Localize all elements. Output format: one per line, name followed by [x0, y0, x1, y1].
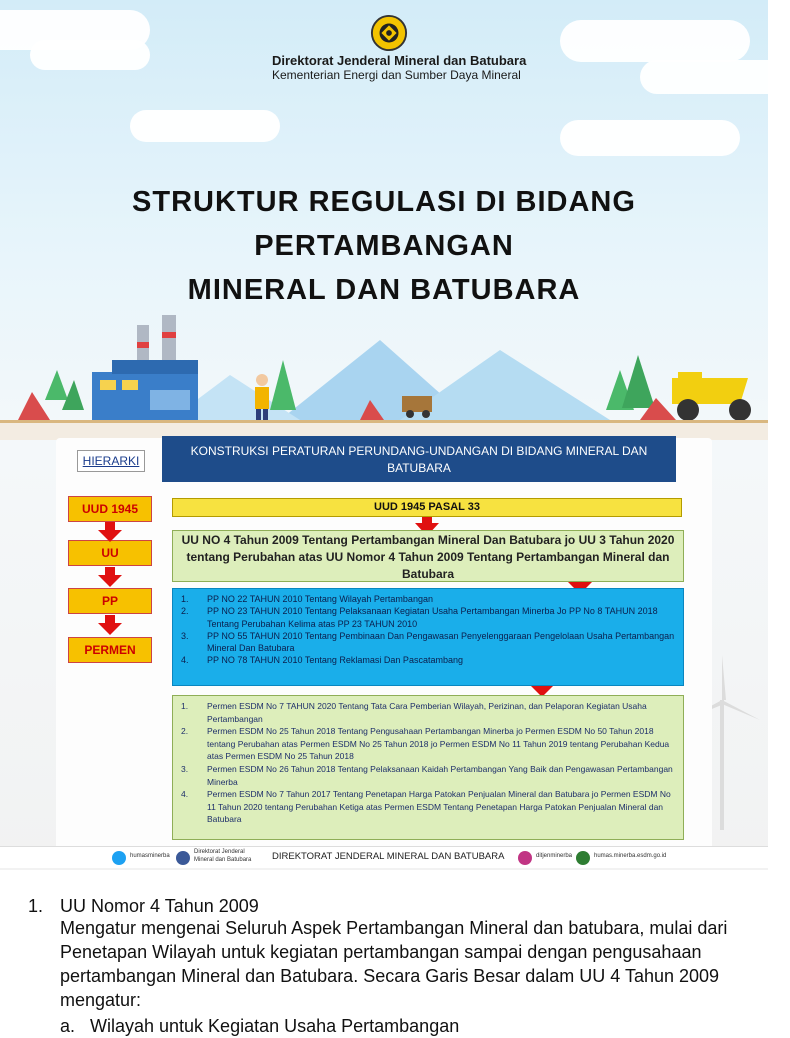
permen-regulation-box — [172, 695, 684, 840]
paragraph-line: Penetapan Wilayah untuk kegiatan pertambangan sampai dengan pengusahaan — [60, 942, 702, 962]
website-url: humas.minerba.esdm.go.id — [594, 853, 667, 859]
paragraph-line: pertambangan Mineral dan Batubara. Secara Garis Besar dalam UU 4 Tahun 2009 — [60, 966, 720, 986]
list-item: 4. PP NO 78 TAHUN 2010 Tentang Reklamasi Dan Pascatambang — [181, 655, 463, 666]
uud-1945-pasal-33-box: UUD 1945 PASAL 33 — [172, 498, 682, 517]
cloud — [30, 40, 150, 70]
twitter-icon — [112, 851, 126, 865]
list-item: 1. Permen ESDM No 7 TAHUN 2020 Tentang Tata Cara Pemberian Wilayah, Perizinan, dan Pelaporan Kegiatan Usaha Pertambangan — [181, 701, 647, 724]
level-pp: PP — [68, 588, 152, 614]
list-item: 2. Permen ESDM No 25 Tahun 2018 Tentang Pengusahaan Pertambangan Minerba jo Permen ESDM No 50 Tahun 2018 tentang Perubahan atas Permen ESDM No 25 Tahun 2018 jo Permen ESDM No 11 Tahun 2019 tentang Perubahan Kedua atas Permen ESDM No 25 Tahun 2018 — [181, 726, 670, 762]
twitter-handle: humasminerba — [130, 853, 170, 859]
sub-item-text: Wilayah untuk Kegiatan Usaha Pertambangan — [90, 1016, 460, 1036]
level-uu: UU — [68, 540, 152, 566]
list-item: 3. PP NO 55 TAHUN 2010 Tentang Pembinaan Dan Pengawasan Penyelenggaraan Pengelolaan Usaha Pertambangan Mineral Dan Batubara — [181, 630, 675, 654]
footer-center-text: DIREKTORAT JENDERAL MINERAL DAN BATUBARA — [272, 851, 505, 862]
list-item: 1. PP NO 22 TAHUN 2010 Tentang Wilayah Pertambangan — [181, 594, 433, 604]
hierarki-label: HIERARKI — [77, 450, 145, 472]
cloud — [130, 110, 280, 142]
facebook-icon — [176, 851, 190, 865]
esdm-logo — [370, 14, 408, 52]
cloud — [560, 20, 750, 62]
paragraph-line: Mengatur mengenai Seluruh Aspek Pertambangan Mineral dan batubara, mulai dari — [60, 918, 728, 938]
level-permen: PERMEN — [68, 637, 152, 663]
arrow-down-icon — [96, 615, 124, 635]
uu-regulation-box: UU NO 4 Tahun 2009 Tentang Pertambangan Mineral Dan Batubara jo UU 3 Tahun 2020 tentang Perubahan atas UU Nomor 4 Tahun 2009 Tentang Pertambangan Mineral dan Batubara — [172, 530, 684, 582]
item-title: UU Nomor 4 Tahun 2009 — [60, 896, 259, 916]
sub-item-letter: a. — [60, 1016, 76, 1036]
cloud — [560, 120, 740, 156]
mining-scene-illustration — [0, 280, 768, 440]
cloud — [640, 60, 790, 94]
paragraph-line: mengatur: — [60, 990, 142, 1010]
organization-name: Direktorat Jenderal Mineral dan Batubara — [272, 53, 527, 68]
facebook-name-line-1: Direktorat Jenderal — [194, 849, 245, 855]
facebook-name-line-2: Mineral dan Batubara — [194, 857, 252, 863]
title-line-1: STRUKTUR REGULASI DI BIDANG PERTAMBANGAN — [132, 186, 636, 262]
list-item: 4. Permen ESDM No 7 Tahun 2017 Tentang Penetapan Harga Patokan Penjualan Mineral dan Batubara jo Permen ESDM No 11 Tahun 2020 tentang Perubahan Ketiga atas Permen ESDM Tentang Penetapan Harga Patokan Penjualan Mineral dan Batubara — [181, 789, 671, 825]
instagram-icon — [518, 851, 532, 865]
list-item: 3. Permen ESDM No 26 Tahun 2018 Tentang Pelaksanaan Kaidah Pertambangan Yang Baik dan Pengawasan Pertambangan Minerba — [181, 763, 673, 787]
level-uud-1945: UUD 1945 — [68, 496, 152, 522]
konstruksi-header: KONSTRUKSI PERATURAN PERUNDANG-UNDANGAN DI BIDANG MINERAL DAN BATUBARA — [162, 436, 676, 482]
ministry-name: Kementerian Energi dan Sumber Daya Mineral — [272, 68, 521, 82]
list-item: 2. PP NO 23 TAHUN 2010 Tentang Pelaksanaan Kegiatan Usaha Pertambangan Minerba Jo PP No 8 TAHUN 2018 Tentang Perubahan Kelima atas PP 23 TAHUN 2010 — [181, 606, 658, 629]
social-footer-bar — [0, 846, 768, 868]
item-number: 1. — [28, 896, 44, 916]
instagram-handle: ditjenminerba — [536, 853, 573, 859]
arrow-down-icon — [96, 522, 124, 542]
pp-regulation-box — [172, 588, 684, 686]
arrow-down-icon — [96, 567, 124, 587]
globe-icon — [576, 851, 590, 865]
title-line-2: MINERAL DAN BATUBARA — [187, 274, 581, 306]
